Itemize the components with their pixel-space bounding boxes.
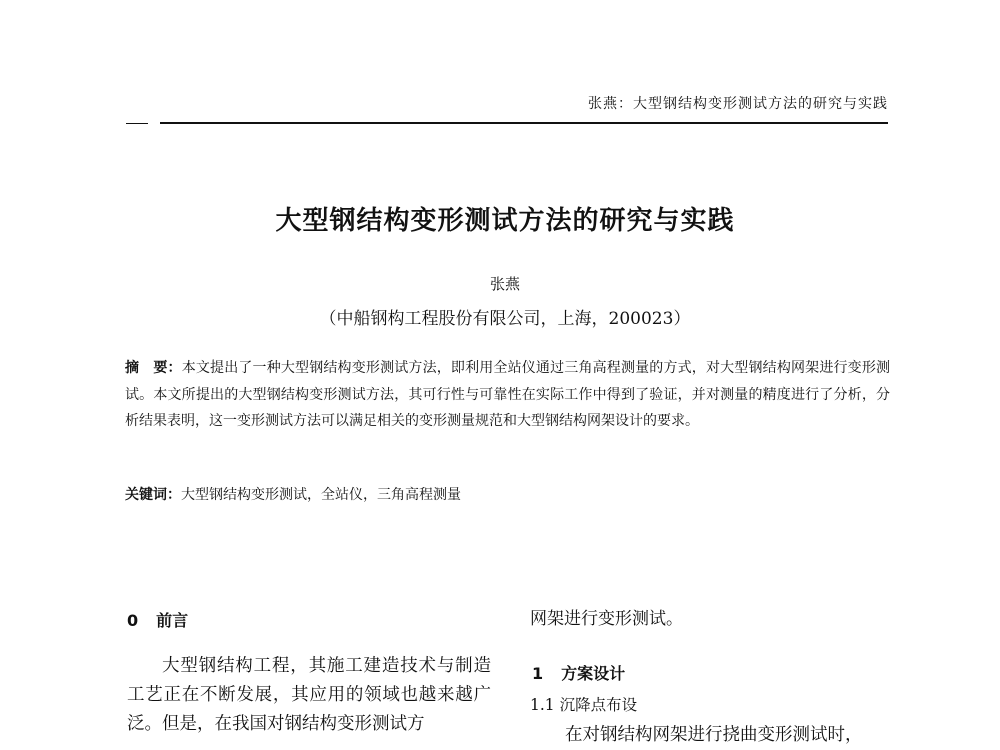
- keywords: [125, 484, 890, 504]
- subsection-heading: 1.1 沉降点布设: [530, 696, 638, 714]
- paper-title: 大型钢结构变形测试方法的研究与实践: [275, 206, 735, 236]
- section-title: 方案设计: [561, 664, 626, 683]
- header-rule: [160, 122, 888, 124]
- section-title: 前言: [156, 611, 189, 630]
- header-rule-short: [126, 123, 148, 124]
- author-name: 张燕: [489, 275, 520, 293]
- abstract-label: 摘 要：: [125, 360, 182, 376]
- abstract-text: 本文提出了一种大型钢结构变形测试方法，即利用全站仪通过三角高程测量的方式，对大型钢结构网架进行变形测试。本文所提出的大型钢结构变形测试方法，其可行性与可靠性在实际工作中得到了验证，并对测量的精度进行了分析，分析结果表明，这一变形测试方法可以满足相关的变形测量规范和大型钢结构网架设计的要求。: [125, 360, 891, 429]
- keywords-label: 关键词：: [125, 487, 181, 503]
- author-affiliation: （中船钢构工程股份有限公司，上海，200023）: [319, 309, 691, 329]
- abstract: [125, 355, 890, 435]
- running-header: 张燕：大型钢结构变形测试方法的研究与实践: [588, 96, 888, 112]
- section-number: 1: [532, 664, 544, 683]
- body-paragraph-right: 在对钢结构网架进行挠曲变形测试时，: [565, 725, 863, 745]
- keywords-text: 大型钢结构变形测试，全站仪，三角高程测量: [181, 487, 461, 503]
- section-number: 0: [127, 611, 139, 630]
- section-heading-scheme-design: [532, 661, 625, 684]
- section-heading-introduction: [127, 608, 188, 631]
- body-continuation-right: 网架进行变形测试。: [530, 609, 683, 629]
- body-paragraph-left: 大型钢结构工程，其施工建造技术与制造工艺正在不断发展，其应用的领域也越来越广泛。但是，在我国对钢结构变形测试方: [127, 656, 491, 734]
